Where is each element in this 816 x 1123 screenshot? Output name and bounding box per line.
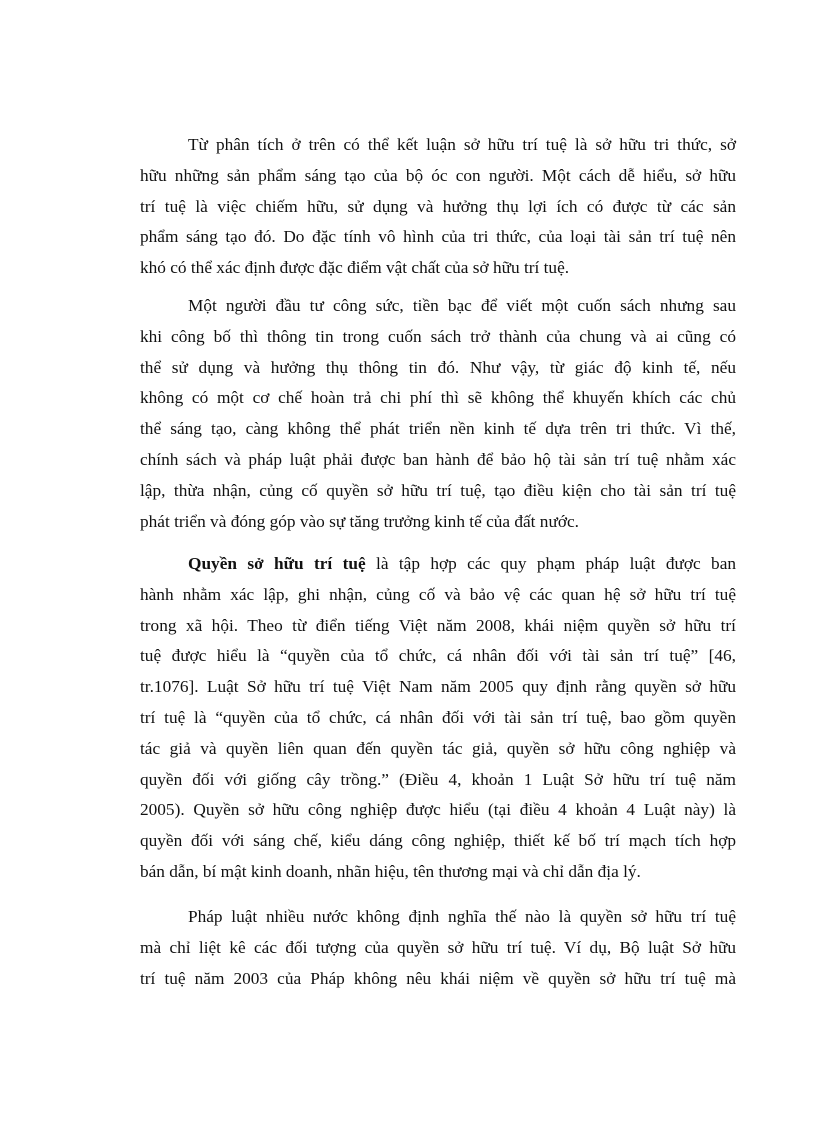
paragraph-2-line: Một người đầu tư công sức, tiền bạc để viết một cuốn sách nhưng sau (188, 296, 736, 315)
defined-term: Quyền sở hữu trí tuệ (188, 554, 366, 573)
paragraph-1-line: hữu những sản phẩm sáng tạo của bộ óc con người. Một cách dễ hiểu, sở hữu (140, 165, 736, 185)
paragraph-2-line: phát triển và đóng góp vào sự tăng trưởng kinh tế của đất nước. (140, 511, 579, 531)
paragraph-3-line: 2005). Quyền sở hữu công nghiệp được hiểu (tại điều 4 khoản 4 Luật này) là (140, 800, 736, 820)
paragraph-4-line: mà chỉ liệt kê các đối tượng của quyền sở hữu trí tuệ. Ví dụ, Bộ luật Sở hữu (140, 937, 736, 957)
paragraph-3-line (188, 554, 736, 574)
paragraph-3-line: bán dẫn, bí mật kinh doanh, nhãn hiệu, tên thương mại và chỉ dẫn địa lý. (140, 862, 641, 881)
paragraph-1-line: khó có thể xác định được đặc điểm vật chất của sở hữu trí tuệ. (140, 258, 570, 278)
paragraph-1-line: trí tuệ là việc chiếm hữu, sử dụng và hưởng thụ lợi ích có được từ các sản (140, 196, 736, 216)
paragraph-3-line: tác giả và quyền liên quan đến quyền tác giả, quyền sở hữu công nghiệp và (140, 738, 736, 758)
paragraph-2-line: chính sách và pháp luật phải được ban hành để bảo hộ tài sản trí tuệ nhằm xác (140, 450, 736, 469)
paragraph-1-line: Từ phân tích ở trên có thể kết luận sở hữu trí tuệ là sở hữu tri thức, sở (188, 135, 736, 154)
paragraph-3-line: tuệ được hiểu là “quyền của tổ chức, cá nhân đối với tài sản trí tuệ” [46, (140, 646, 736, 666)
paragraph-2-line: thể sử dụng và hưởng thụ thông tin đó. Như vậy, từ giác độ kinh tế, nếu (140, 357, 736, 377)
paragraph-4-line: Pháp luật nhiều nước không định nghĩa thế nào là quyền sở hữu trí tuệ (188, 907, 736, 926)
paragraph-3-line: quyền đối với sáng chế, kiểu dáng công nghiệp, thiết kế bố trí mạch tích hợp (140, 831, 736, 851)
paragraph-1-line: phẩm sáng tạo đó. Do đặc tính vô hình của tri thức, của loại tài sản trí tuệ nên (140, 227, 736, 247)
paragraph-3-line: tr.1076]. Luật Sở hữu trí tuệ Việt Nam năm 2005 quy định rằng quyền sở hữu (140, 677, 736, 697)
line-text: là tập hợp các quy phạm pháp luật được ban (365, 554, 737, 573)
paragraph-2-line: không có một cơ chế hoàn trả chi phí thì sẽ không thể khuyến khích các chủ (140, 388, 736, 408)
paragraph-3-line: hành nhằm xác lập, ghi nhận, củng cố và bảo vệ các quan hệ sở hữu trí tuệ (140, 584, 736, 604)
paragraph-4-line: trí tuệ năm 2003 của Pháp không nêu khái niệm về quyền sở hữu trí tuệ mà (140, 968, 736, 988)
paragraph-3-line: quyền đối với giống cây trồng.” (Điều 4, khoản 1 Luật Sở hữu trí tuệ năm (140, 769, 736, 789)
paragraph-2-line: khi công bố thì thông tin trong cuốn sách trở thành của chung và ai cũng có (140, 326, 736, 346)
paragraph-2-line: thể sáng tạo, càng không thể phát triển nền kinh tế dựa trên tri thức. Vì thế, (140, 419, 736, 439)
paragraph-2-line: lập, thừa nhận, củng cố quyền sở hữu trí tuệ, tạo điều kiện cho tài sản trí tuệ (140, 480, 736, 500)
paragraph-3-line: trí tuệ là “quyền của tổ chức, cá nhân đối với tài sản trí tuệ, bao gồm quyền (140, 708, 736, 727)
paragraph-3-line: trong xã hội. Theo từ điển tiếng Việt năm 2008, khái niệm quyền sở hữu trí (140, 615, 736, 635)
